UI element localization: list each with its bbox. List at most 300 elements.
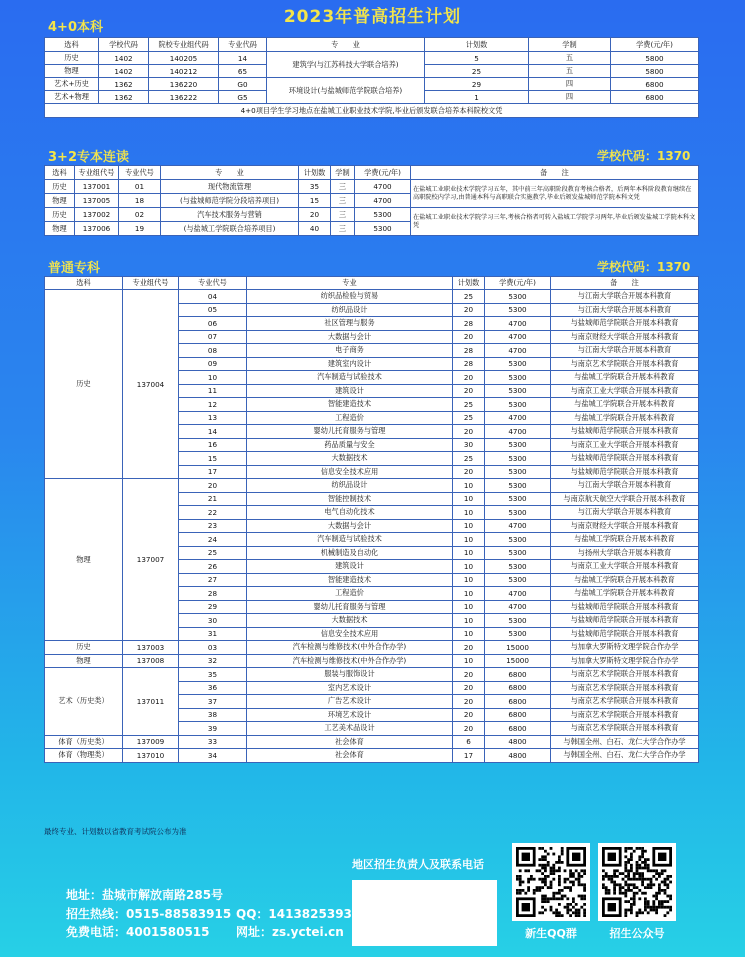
table-row [45,735,699,749]
cell-major-code: 05 [179,303,247,317]
cell-remark: 与南京艺术学院联合开展本科教育 [551,668,699,682]
qr-label-qq-group: 新生QQ群 [525,927,577,940]
cell-major-code: 12 [179,398,247,412]
cell-tuition: 15000 [485,654,551,668]
cell-remark: 与盐城师范学院联合开展本科教育 [551,465,699,479]
cell-tuition: 5300 [485,452,551,466]
cell-major: 服装与服饰设计 [247,668,453,682]
cell: 物理 [45,222,75,236]
cell-group-code: 137011 [123,668,179,736]
cell-tuition: 5300 [485,546,551,560]
qq-group-qr-code [512,843,590,921]
cell: 5800 [611,52,699,65]
col-header: 学费(元/年) [355,166,411,180]
cell-plan: 6 [453,735,485,749]
website[interactable]: 网址：zs.yctei.cn [236,925,344,939]
cell-group-code: 137007 [123,479,179,641]
cell-major: 纺织品设计 [247,479,453,493]
table-note: 4+0项目学生学习地点在盐城工业职业技术学院,毕业后颁发联合培养本科院校文凭 [45,104,699,118]
cell-tuition: 4700 [485,425,551,439]
cell-major-code: 08 [179,344,247,358]
cell-plan: 10 [453,479,485,493]
cell-remark: 与江南大学联合开展本科教育 [551,479,699,493]
cell-remark: 与南京财经大学联合开展本科教育 [551,519,699,533]
cell-tuition: 5300 [485,465,551,479]
cell-major: 建筑室内设计 [247,357,453,371]
table-row [45,180,699,194]
cell-remark: 与盐城工学院联合开展本科教育 [551,533,699,547]
cell-remark: 与江南大学联合开展本科教育 [551,290,699,304]
cell-remark: 与加拿大罗斯特文理学院合作办学 [551,641,699,655]
cell: 1362 [99,91,149,104]
cell-major: 大数据与会计 [247,519,453,533]
cell: 136222 [149,91,219,104]
cell-tuition: 6800 [485,681,551,695]
cell-major-code: 06 [179,317,247,331]
cell-remark: 与盐城工学院联合开展本科教育 [551,587,699,601]
cell-tuition: 4700 [485,317,551,331]
cell-major-code: 21 [179,492,247,506]
cell-tuition: 6800 [485,695,551,709]
cell: 01 [119,180,161,194]
cell-major-code: 27 [179,573,247,587]
table-row [45,78,699,91]
cell-plan: 10 [453,560,485,574]
page-title: 2023年普高招生计划 [283,7,462,27]
cell-plan: 10 [453,614,485,628]
col-header: 专业代号 [119,166,161,180]
cell-remark: 与盐城师范学院联合开展本科教育 [551,452,699,466]
cell-group-code: 137003 [123,641,179,655]
cell-plan: 25 [453,411,485,425]
cell-tuition: 6800 [485,668,551,682]
col-header: 院校专业组代码 [149,38,219,52]
cell-remark: 与南京艺术学院联合开展本科教育 [551,708,699,722]
cell-major-code: 36 [179,681,247,695]
hotline: 招生热线：0515-88583915 [66,907,232,921]
cell-tuition: 5300 [485,398,551,412]
cell: 艺术+历史 [45,78,99,91]
cell-major: 室内艺术设计 [247,681,453,695]
cell-plan: 10 [453,600,485,614]
cell-major: 汽车检测与维修技术(中外合作办学) [247,654,453,668]
col-header: 专业 [247,277,453,290]
cell-remark: 与加拿大罗斯特文理学院合作办学 [551,654,699,668]
table-row [45,208,699,222]
cell-tuition: 15000 [485,641,551,655]
cell: 136220 [149,78,219,91]
cell-major: 电气自动化技术 [247,506,453,520]
cell-plan: 28 [453,317,485,331]
cell-group-code: 137004 [123,290,179,479]
col-header: 专业组代号 [75,166,119,180]
cell-remark: 与扬州大学联合开展本科教育 [551,546,699,560]
col-header: 专 业 [267,38,425,52]
cell-remark: 与南京工业大学联合开展本科教育 [551,384,699,398]
cell-tuition: 5300 [485,573,551,587]
cell-plan: 20 [453,384,485,398]
cell-major-code: 39 [179,722,247,736]
col-header: 学制 [331,166,355,180]
cell-major: 大数据技术 [247,452,453,466]
cell-remark: 与盐城师范学院联合开展本科教育 [551,425,699,439]
cell: 5300 [355,208,411,222]
cell-major-code: 23 [179,519,247,533]
table-4plus0 [44,37,699,118]
cell: 6800 [611,91,699,104]
cell-tuition: 5300 [485,384,551,398]
cell-tuition: 5300 [485,357,551,371]
table-row [45,641,699,655]
cell-tuition: 5300 [485,492,551,506]
section-regular-heading: 普通专科 [48,261,101,276]
cell-plan: 10 [453,654,485,668]
cell-major-code: 24 [179,533,247,547]
cell-major-code: 34 [179,749,247,763]
cell: 三 [331,208,355,222]
cell: 历史 [45,180,75,194]
cell-remark: 与韩国全州、白石、龙仁大学合作办学 [551,749,699,763]
cell-remark: 与盐城师范学院联合开展本科教育 [551,614,699,628]
cell-major: 环境设计(与盐城师范学院联合培养) [267,78,425,104]
cell-remark: 与盐城师范学院联合开展本科教育 [551,317,699,331]
col-header: 专业代码 [219,38,267,52]
address: 地址：盐城市解放南路285号 [66,888,224,902]
table-row [45,654,699,668]
col-header: 计划数 [299,166,331,180]
cell-major-code: 33 [179,735,247,749]
cell-major: 建筑学(与江苏科技大学联合培养) [267,52,425,78]
cell-plan: 25 [453,290,485,304]
cell-tuition: 4700 [485,344,551,358]
cell: 20 [299,208,331,222]
cell-major-code: 37 [179,695,247,709]
cell-remark: 与江南大学联合开展本科教育 [551,344,699,358]
cell: 40 [299,222,331,236]
wechat-official-qr-code [598,843,676,921]
cell-major-code: 26 [179,560,247,574]
cell-tuition: 5300 [485,479,551,493]
cell-major-code: 10 [179,371,247,385]
col-header: 备 注 [551,277,699,290]
cell-major: 工程造价 [247,411,453,425]
cell-major-code: 07 [179,330,247,344]
contact-title: 地区招生负责人及联系电话 [352,858,484,871]
cell-remark: 与南京工业大学联合开展本科教育 [551,560,699,574]
cell-major: (与盐城工学院联合培养项目) [161,222,299,236]
cell-plan: 20 [453,371,485,385]
cell-major: 信息安全技术应用 [247,465,453,479]
cell-plan: 17 [453,749,485,763]
col-header: 专 业 [161,166,299,180]
cell-remark: 与盐城师范学院联合开展本科教育 [551,627,699,641]
cell-subject: 物理 [45,654,123,668]
cell-major-code: 09 [179,357,247,371]
cell-remark: 与南京财经大学联合开展本科教育 [551,330,699,344]
col-header: 计划数 [453,277,485,290]
footnote: 最终专业、计划数以省教育考试院公布为准 [44,827,187,836]
cell-tuition: 5300 [485,290,551,304]
cell-major: (与盐城师范学院分段培养项目) [161,194,299,208]
cell: 物理 [45,65,99,78]
cell-tuition: 5300 [485,627,551,641]
cell-major-code: 32 [179,654,247,668]
cell-plan: 30 [453,438,485,452]
cell-subject: 物理 [45,479,123,641]
cell-tuition: 4800 [485,749,551,763]
col-header: 专业组代号 [123,277,179,290]
cell-tuition: 5300 [485,506,551,520]
cell-subject: 体育（历史类） [45,735,123,749]
cell-major-code: 13 [179,411,247,425]
cell: 艺术+物理 [45,91,99,104]
free-phone: 免费电话：4001580515 [66,925,210,939]
cell-major: 社区管理与服务 [247,317,453,331]
col-header: 选科 [45,277,123,290]
cell: 三 [331,194,355,208]
cell-major: 汽车检测与维修技术(中外合作办学) [247,641,453,655]
cell: G0 [219,78,267,91]
col-header: 学校代码 [99,38,149,52]
cell-plan: 10 [453,627,485,641]
cell-remark: 与盐城工学院联合开展本科教育 [551,573,699,587]
cell-tuition: 5300 [485,371,551,385]
cell: 15 [299,194,331,208]
cell: 五 [529,65,611,78]
table-row [45,749,699,763]
cell-group-code: 137008 [123,654,179,668]
col-header: 选科 [45,166,75,180]
cell-plan: 10 [453,492,485,506]
cell-plan: 28 [453,344,485,358]
cell-major: 电子商务 [247,344,453,358]
cell-major: 社会体育 [247,749,453,763]
cell-remark: 在盐城工业职业技术学院学习三年,考核合格者可转入盐城工学院学习两年,毕业后颁发盐城工学院本科文凭 [411,208,699,236]
cell-major: 社会体育 [247,735,453,749]
cell-remark: 与南京艺术学院联合开展本科教育 [551,681,699,695]
cell: 5800 [611,65,699,78]
cell-major: 婴幼儿托育服务与管理 [247,425,453,439]
cell-major-code: 04 [179,290,247,304]
cell-remark: 与盐城工学院联合开展本科教育 [551,398,699,412]
cell-tuition: 5300 [485,533,551,547]
cell: 18 [119,194,161,208]
cell: 5300 [355,222,411,236]
col-header: 学费(元/年) [611,38,699,52]
cell-major-code: 16 [179,438,247,452]
school-code: 学校代码：1370 [597,260,691,274]
cell-major: 智能控制技术 [247,492,453,506]
cell: 1402 [99,52,149,65]
cell: 五 [529,52,611,65]
col-header: 计划数 [425,38,529,52]
table-row [45,52,699,65]
cell-remark: 与韩国全州、白石、龙仁大学合作办学 [551,735,699,749]
cell: 19 [119,222,161,236]
cell-plan: 20 [453,303,485,317]
cell-plan: 20 [453,330,485,344]
cell-remark: 与江南大学联合开展本科教育 [551,506,699,520]
cell: 物理 [45,194,75,208]
cell: 1402 [99,65,149,78]
cell-major: 汽车技术服务与营销 [161,208,299,222]
cell: 四 [529,78,611,91]
cell-plan: 28 [453,357,485,371]
cell-tuition: 5300 [485,614,551,628]
cell-plan: 10 [453,506,485,520]
cell-group-code: 137009 [123,735,179,749]
cell: 137005 [75,194,119,208]
cell-major: 智能建造技术 [247,398,453,412]
cell-subject: 体育（物理类） [45,749,123,763]
cell-plan: 10 [453,546,485,560]
cell-major-code: 14 [179,425,247,439]
cell-plan: 20 [453,641,485,655]
cell-major-code: 25 [179,546,247,560]
cell-major-code: 38 [179,708,247,722]
cell-plan: 25 [453,452,485,466]
cell-tuition: 4700 [485,519,551,533]
cell-major: 机械制造及自动化 [247,546,453,560]
cell-plan: 10 [453,533,485,547]
cell-subject: 历史 [45,290,123,479]
cell-major-code: 11 [179,384,247,398]
cell-plan: 10 [453,573,485,587]
cell-remark: 与盐城师范学院联合开展本科教育 [551,600,699,614]
col-header: 选科 [45,38,99,52]
cell-remark: 与江南大学联合开展本科教育 [551,303,699,317]
cell-major-code: 28 [179,587,247,601]
col-header: 学制 [529,38,611,52]
cell-major-code: 22 [179,506,247,520]
cell-major: 汽车制造与试验技术 [247,371,453,385]
cell-remark: 与盐城工学院联合开展本科教育 [551,371,699,385]
cell-major: 工艺美术品设计 [247,722,453,736]
col-header: 学费(元/年) [485,277,551,290]
cell-remark: 与盐城工学院联合开展本科教育 [551,411,699,425]
col-header: 专业代号 [179,277,247,290]
cell-major: 纺织品检验与贸易 [247,290,453,304]
table-regular [44,276,699,763]
cell: 三 [331,222,355,236]
cell: 29 [425,78,529,91]
cell-group-code: 137010 [123,749,179,763]
cell: 137001 [75,180,119,194]
cell-major-code: 30 [179,614,247,628]
cell-tuition: 5300 [485,438,551,452]
table-row [45,668,699,682]
cell-plan: 10 [453,587,485,601]
cell-tuition: 5300 [485,560,551,574]
cell-tuition: 5300 [485,303,551,317]
cell-tuition: 4700 [485,411,551,425]
cell: 历史 [45,52,99,65]
cell: 140212 [149,65,219,78]
cell-major: 建筑设计 [247,384,453,398]
cell-major: 工程造价 [247,587,453,601]
cell-major: 环境艺术设计 [247,708,453,722]
cell-major-code: 03 [179,641,247,655]
qr-label-official-account: 招生公众号 [609,927,665,940]
cell-major: 信息安全技术应用 [247,627,453,641]
cell-major-code: 20 [179,479,247,493]
cell-major-code: 35 [179,668,247,682]
cell-remark: 与南京航天航空大学联合开展本科教育 [551,492,699,506]
cell-tuition: 4700 [485,330,551,344]
cell-plan: 20 [453,695,485,709]
cell-remark: 与南京工业大学联合开展本科教育 [551,438,699,452]
table-row [45,290,699,304]
cell-major: 汽车制造与试验技术 [247,533,453,547]
cell-subject: 艺术（历史类） [45,668,123,736]
cell-remark: 与南京艺术学院联合开展本科教育 [551,722,699,736]
cell: 137002 [75,208,119,222]
cell-remark: 与南京艺术学院联合开展本科教育 [551,357,699,371]
cell: 5 [425,52,529,65]
cell: 4700 [355,194,411,208]
cell-major: 智能建造技术 [247,573,453,587]
cell-plan: 20 [453,425,485,439]
section-3plus2-heading: 3+2专本连读 [48,150,129,165]
cell-plan: 20 [453,465,485,479]
cell-plan: 20 [453,668,485,682]
table-3plus2 [44,165,699,236]
section-4plus0-heading: 4+0本科 [48,20,103,35]
cell-remark: 与南京艺术学院联合开展本科教育 [551,695,699,709]
cell: 137006 [75,222,119,236]
cell-major: 婴幼儿托育服务与管理 [247,600,453,614]
cell: 14 [219,52,267,65]
cell-tuition: 6800 [485,708,551,722]
cell-major: 现代物流管理 [161,180,299,194]
col-header: 备 注 [411,166,699,180]
cell: 三 [331,180,355,194]
qq-number: QQ：1413825393 [236,907,352,921]
cell: 65 [219,65,267,78]
cell-major-code: 17 [179,465,247,479]
cell: 35 [299,180,331,194]
cell-plan: 10 [453,519,485,533]
cell-major: 药品质量与安全 [247,438,453,452]
cell-subject: 历史 [45,641,123,655]
cell-major: 大数据与会计 [247,330,453,344]
cell: 历史 [45,208,75,222]
cell-major: 建筑设计 [247,560,453,574]
cell-plan: 20 [453,708,485,722]
cell-remark: 在盐城工业职业技术学院学习五年，其中前三年高职阶段教育考核合格者，后两年本科阶段教育继续在高职院校内学习,由普通本科与高职联合实施教学,毕业后颁发盐城师范学院本科文凭 [411,180,699,208]
cell: 6800 [611,78,699,91]
cell-major-code: 31 [179,627,247,641]
cell: 140205 [149,52,219,65]
cell-plan: 20 [453,681,485,695]
cell-tuition: 6800 [485,722,551,736]
cell: 02 [119,208,161,222]
cell: 1362 [99,78,149,91]
cell: 四 [529,91,611,104]
cell-major-code: 29 [179,600,247,614]
cell-tuition: 4800 [485,735,551,749]
school-code: 学校代码：1370 [597,149,691,163]
cell-major-code: 15 [179,452,247,466]
cell: 4700 [355,180,411,194]
cell: G5 [219,91,267,104]
cell-major: 广告艺术设计 [247,695,453,709]
cell: 25 [425,65,529,78]
cell-tuition: 4700 [485,587,551,601]
cell-plan: 20 [453,722,485,736]
contact-box [352,880,497,946]
table-row [45,479,699,493]
